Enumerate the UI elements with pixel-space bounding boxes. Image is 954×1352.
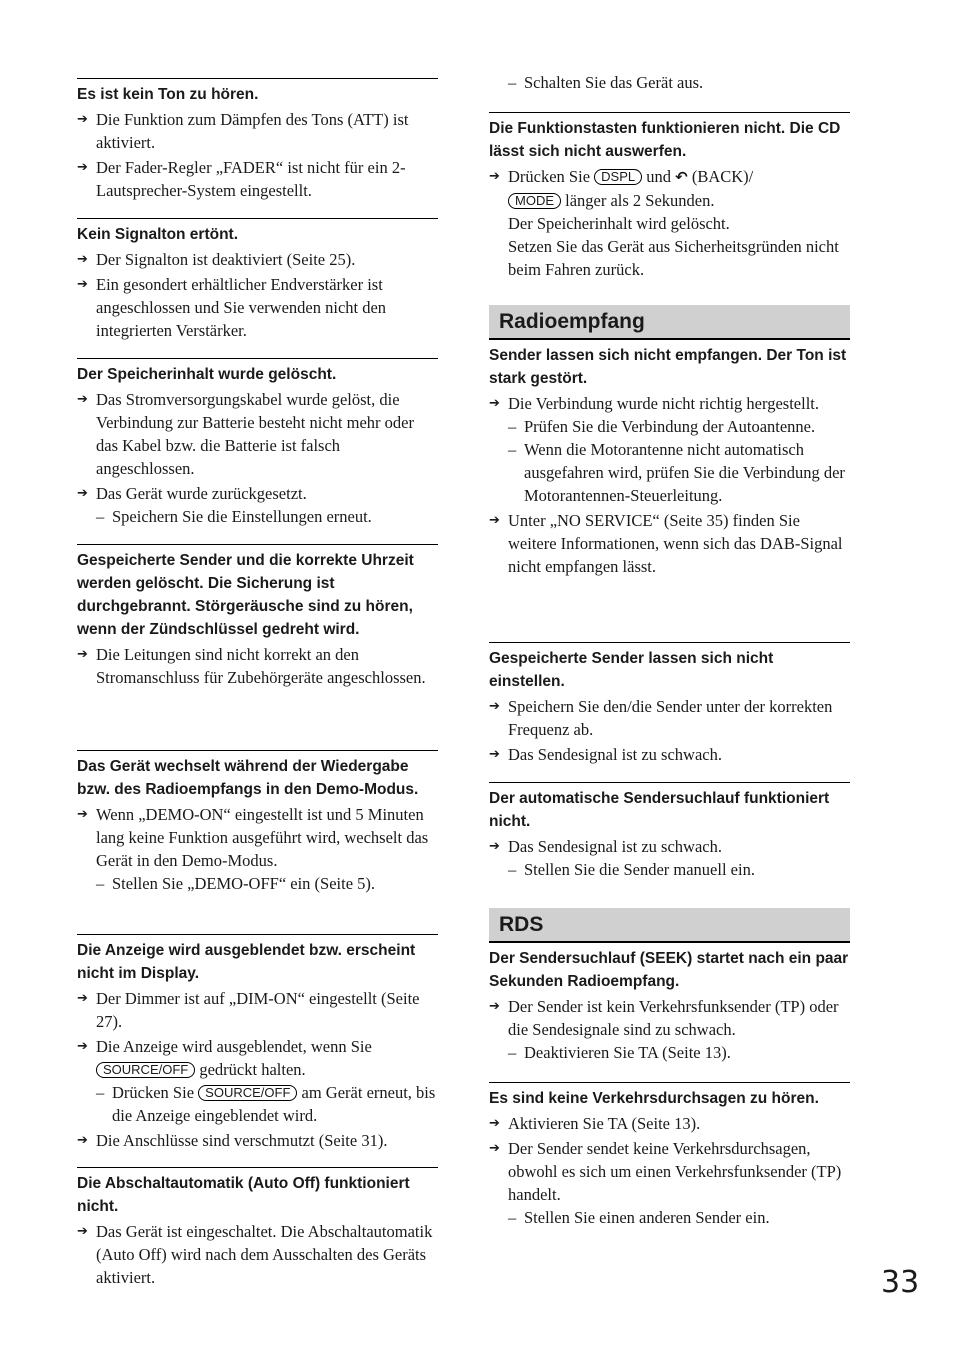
section-heading: Gespeicherte Sender und die korrekte Uhrzeit werden gelöscht. Die Sicherung ist durchgebrannt. Störgeräusche sind zu hören, wenn der Zündschlüssel gedreht wird.	[77, 552, 414, 638]
section-function-keys	[489, 112, 850, 281]
section-stored-stations	[489, 642, 850, 766]
arrow-right-icon: ➔	[489, 839, 500, 854]
dspl-key: DSPL	[594, 169, 642, 185]
section-seek	[489, 947, 850, 1064]
section-auto-search	[489, 782, 850, 881]
list-item: ➔ Die Anschlüsse sind verschmutzt (Seite 31).	[77, 1131, 388, 1150]
section-heading: Die Funktionstasten funktionieren nicht. Die CD lässt sich nicht auswerfen.	[489, 120, 841, 160]
arrow-right-icon: ➔	[77, 277, 88, 292]
source-off-key: SOURCE/OFF	[96, 1062, 195, 1078]
section-heading: Gespeicherte Sender lassen sich nicht einstellen.	[489, 650, 774, 690]
arrow-right-icon: ➔	[489, 169, 500, 184]
section-auto-off	[77, 1167, 438, 1289]
sub-item: – Schalten Sie das Gerät aus.	[508, 73, 704, 92]
section-traffic-announcements	[489, 1082, 850, 1229]
section-heading: Der Speicherinhalt wurde gelöscht.	[77, 366, 337, 383]
list-item: ➔ Der Signalton ist deaktiviert (Seite 25).	[77, 250, 356, 269]
sub-item: – Stellen Sie einen anderen Sender ein.	[508, 1208, 770, 1227]
arrow-right-icon: ➔	[77, 1133, 88, 1148]
list-item: ➔ Ein gesondert erhältlicher Endverstärker ist angeschlossen und Sie verwenden nicht den integrierten Verstärker.	[77, 275, 387, 340]
list-item: ➔ Das Sendesignal ist zu schwach.	[489, 837, 722, 856]
arrow-right-icon: ➔	[489, 513, 500, 528]
sub-item: – Wenn die Motorantenne nicht automatisch ausgefahren wird, prüfen Sie die Verbindung der Motorantennen-Steuerleitung.	[508, 440, 845, 505]
arrow-right-icon: ➔	[489, 699, 500, 714]
sub-item: – Prüfen Sie die Verbindung der Autoantenne.	[508, 417, 816, 436]
section-heading: Das Gerät wechselt während der Wiedergabe bzw. des Radioempfangs in den Demo-Modus.	[77, 758, 419, 798]
arrow-right-icon: ➔	[77, 112, 88, 127]
band-title: Radioempfang	[499, 310, 645, 333]
sub-item: – Stellen Sie die Sender manuell ein.	[508, 860, 755, 879]
list-item: ➔ Die Verbindung wurde nicht richtig hergestellt.	[489, 394, 819, 413]
list-item: ➔ Speichern Sie den/die Sender unter der korrekten Frequenz ab.	[489, 697, 833, 739]
arrow-right-icon: ➔	[77, 1039, 88, 1054]
list-item: ➔ Der Sender sendet keine Verkehrsdurchsagen, obwohl es sich um einen Verkehrsfunksender (TP) handelt.	[489, 1139, 842, 1204]
arrow-right-icon: ➔	[489, 999, 500, 1014]
section-band-rds	[489, 908, 850, 943]
list-item: ➔ Das Stromversorgungskabel wurde gelöst, die Verbindung zur Batterie besteht nicht mehr oder das Kabel bzw. die Batterie ist falsch angeschlossen.	[77, 390, 414, 478]
list-item: ➔ Aktivieren Sie TA (Seite 13).	[489, 1114, 701, 1133]
mode-key: MODE	[508, 193, 561, 209]
arrow-right-icon: ➔	[77, 807, 88, 822]
band-title: RDS	[499, 913, 544, 936]
list-item: ➔ Unter „NO SERVICE“ (Seite 35) finden Sie weitere Informationen, wenn sich das DAB-Signal nicht empfangen lässt.	[489, 511, 843, 576]
section-display-hidden	[77, 934, 438, 1152]
arrow-right-icon: ➔	[489, 1141, 500, 1156]
list-item: ➔ Der Fader-Regler „FADER“ ist nicht für ein 2-Lautsprecher-System eingestellt.	[77, 158, 406, 200]
arrow-right-icon: ➔	[489, 396, 500, 411]
section-stations-erased	[77, 544, 438, 689]
list-item: ➔ Die Anzeige wird ausgeblendet, wenn Sie SOURCE/OFF gedrückt halten.	[77, 1037, 372, 1079]
section-band-radioempfang	[489, 305, 850, 340]
section-heading: Es ist kein Ton zu hören.	[77, 86, 259, 103]
sub-item: – Stellen Sie „DEMO-OFF“ ein (Seite 5).	[96, 874, 376, 893]
section-no-sound	[77, 78, 438, 202]
page-number: 33	[881, 1265, 920, 1300]
section-no-beep	[77, 218, 438, 342]
list-item: ➔ Der Sender ist kein Verkehrsfunksender (TP) oder die Sendesignale sind zu schwach.	[489, 997, 839, 1039]
list-item: ➔ Das Gerät ist eingeschaltet. Die Abschaltautomatik (Auto Off) wird nach dem Ausschalten des Geräts aktiviert.	[77, 1222, 433, 1287]
section-demo-mode	[77, 750, 438, 895]
section-heading: Es sind keine Verkehrsdurchsagen zu hören.	[489, 1090, 819, 1107]
section-heading: Der automatische Sendersuchlauf funktioniert nicht.	[489, 790, 830, 830]
list-item: ➔ Der Dimmer ist auf „DIM-ON“ eingestellt (Seite 27).	[77, 989, 420, 1031]
arrow-right-icon: ➔	[77, 1224, 88, 1239]
source-off-key: SOURCE/OFF	[198, 1085, 297, 1101]
section-no-reception	[489, 344, 850, 578]
section-heading: Die Abschaltautomatik (Auto Off) funktioniert nicht.	[77, 1175, 410, 1215]
list-item: ➔ Die Leitungen sind nicht korrekt an den Stromanschluss für Zubehörgeräte angeschlossen.	[77, 645, 426, 687]
section-heading: Sender lassen sich nicht empfangen. Der Ton ist stark gestört.	[489, 347, 847, 387]
arrow-right-icon: ➔	[77, 252, 88, 267]
sub-item: – Drücken Sie SOURCE/OFF am Gerät erneut, bis die Anzeige eingeblendet wird.	[96, 1083, 436, 1125]
arrow-right-icon: ➔	[77, 392, 88, 407]
section-heading: Die Anzeige wird ausgeblendet bzw. erscheint nicht im Display.	[77, 942, 416, 982]
sub-item: – Deaktivieren Sie TA (Seite 13).	[508, 1043, 731, 1062]
list-item: ➔ Das Sendesignal ist zu schwach.	[489, 745, 722, 764]
list-item: ➔ Wenn „DEMO-ON“ eingestellt ist und 5 Minuten lang keine Funktion ausgeführt wird, wechselt das Gerät in den Demo-Modus.	[77, 805, 429, 870]
arrow-right-icon: ➔	[77, 486, 88, 501]
list-item: ➔ Drücken Sie DSPL und ↶ (BACK)/ MODE länger als 2 Sekunden. Der Speicherinhalt wird gelöscht. Setzen Sie das Gerät aus Sicherheitsgründen nicht beim Fahren zurück.	[489, 167, 839, 279]
list-item: ➔ Das Gerät wurde zurückgesetzt.	[77, 484, 307, 503]
arrow-right-icon: ➔	[489, 747, 500, 762]
section-memory-erased	[77, 358, 438, 528]
back-icon: ↶	[675, 168, 688, 186]
arrow-right-icon: ➔	[77, 647, 88, 662]
arrow-right-icon: ➔	[77, 160, 88, 175]
arrow-right-icon: ➔	[77, 991, 88, 1006]
arrow-right-icon: ➔	[489, 1116, 500, 1131]
section-heading: Der Sendersuchlauf (SEEK) startet nach ein paar Sekunden Radioempfang.	[489, 950, 849, 990]
list-item: ➔ Die Funktion zum Dämpfen des Tons (ATT) ist aktiviert.	[77, 110, 409, 152]
sub-item: – Speichern Sie die Einstellungen erneut.	[96, 507, 372, 526]
section-heading: Kein Signalton ertönt.	[77, 226, 239, 243]
